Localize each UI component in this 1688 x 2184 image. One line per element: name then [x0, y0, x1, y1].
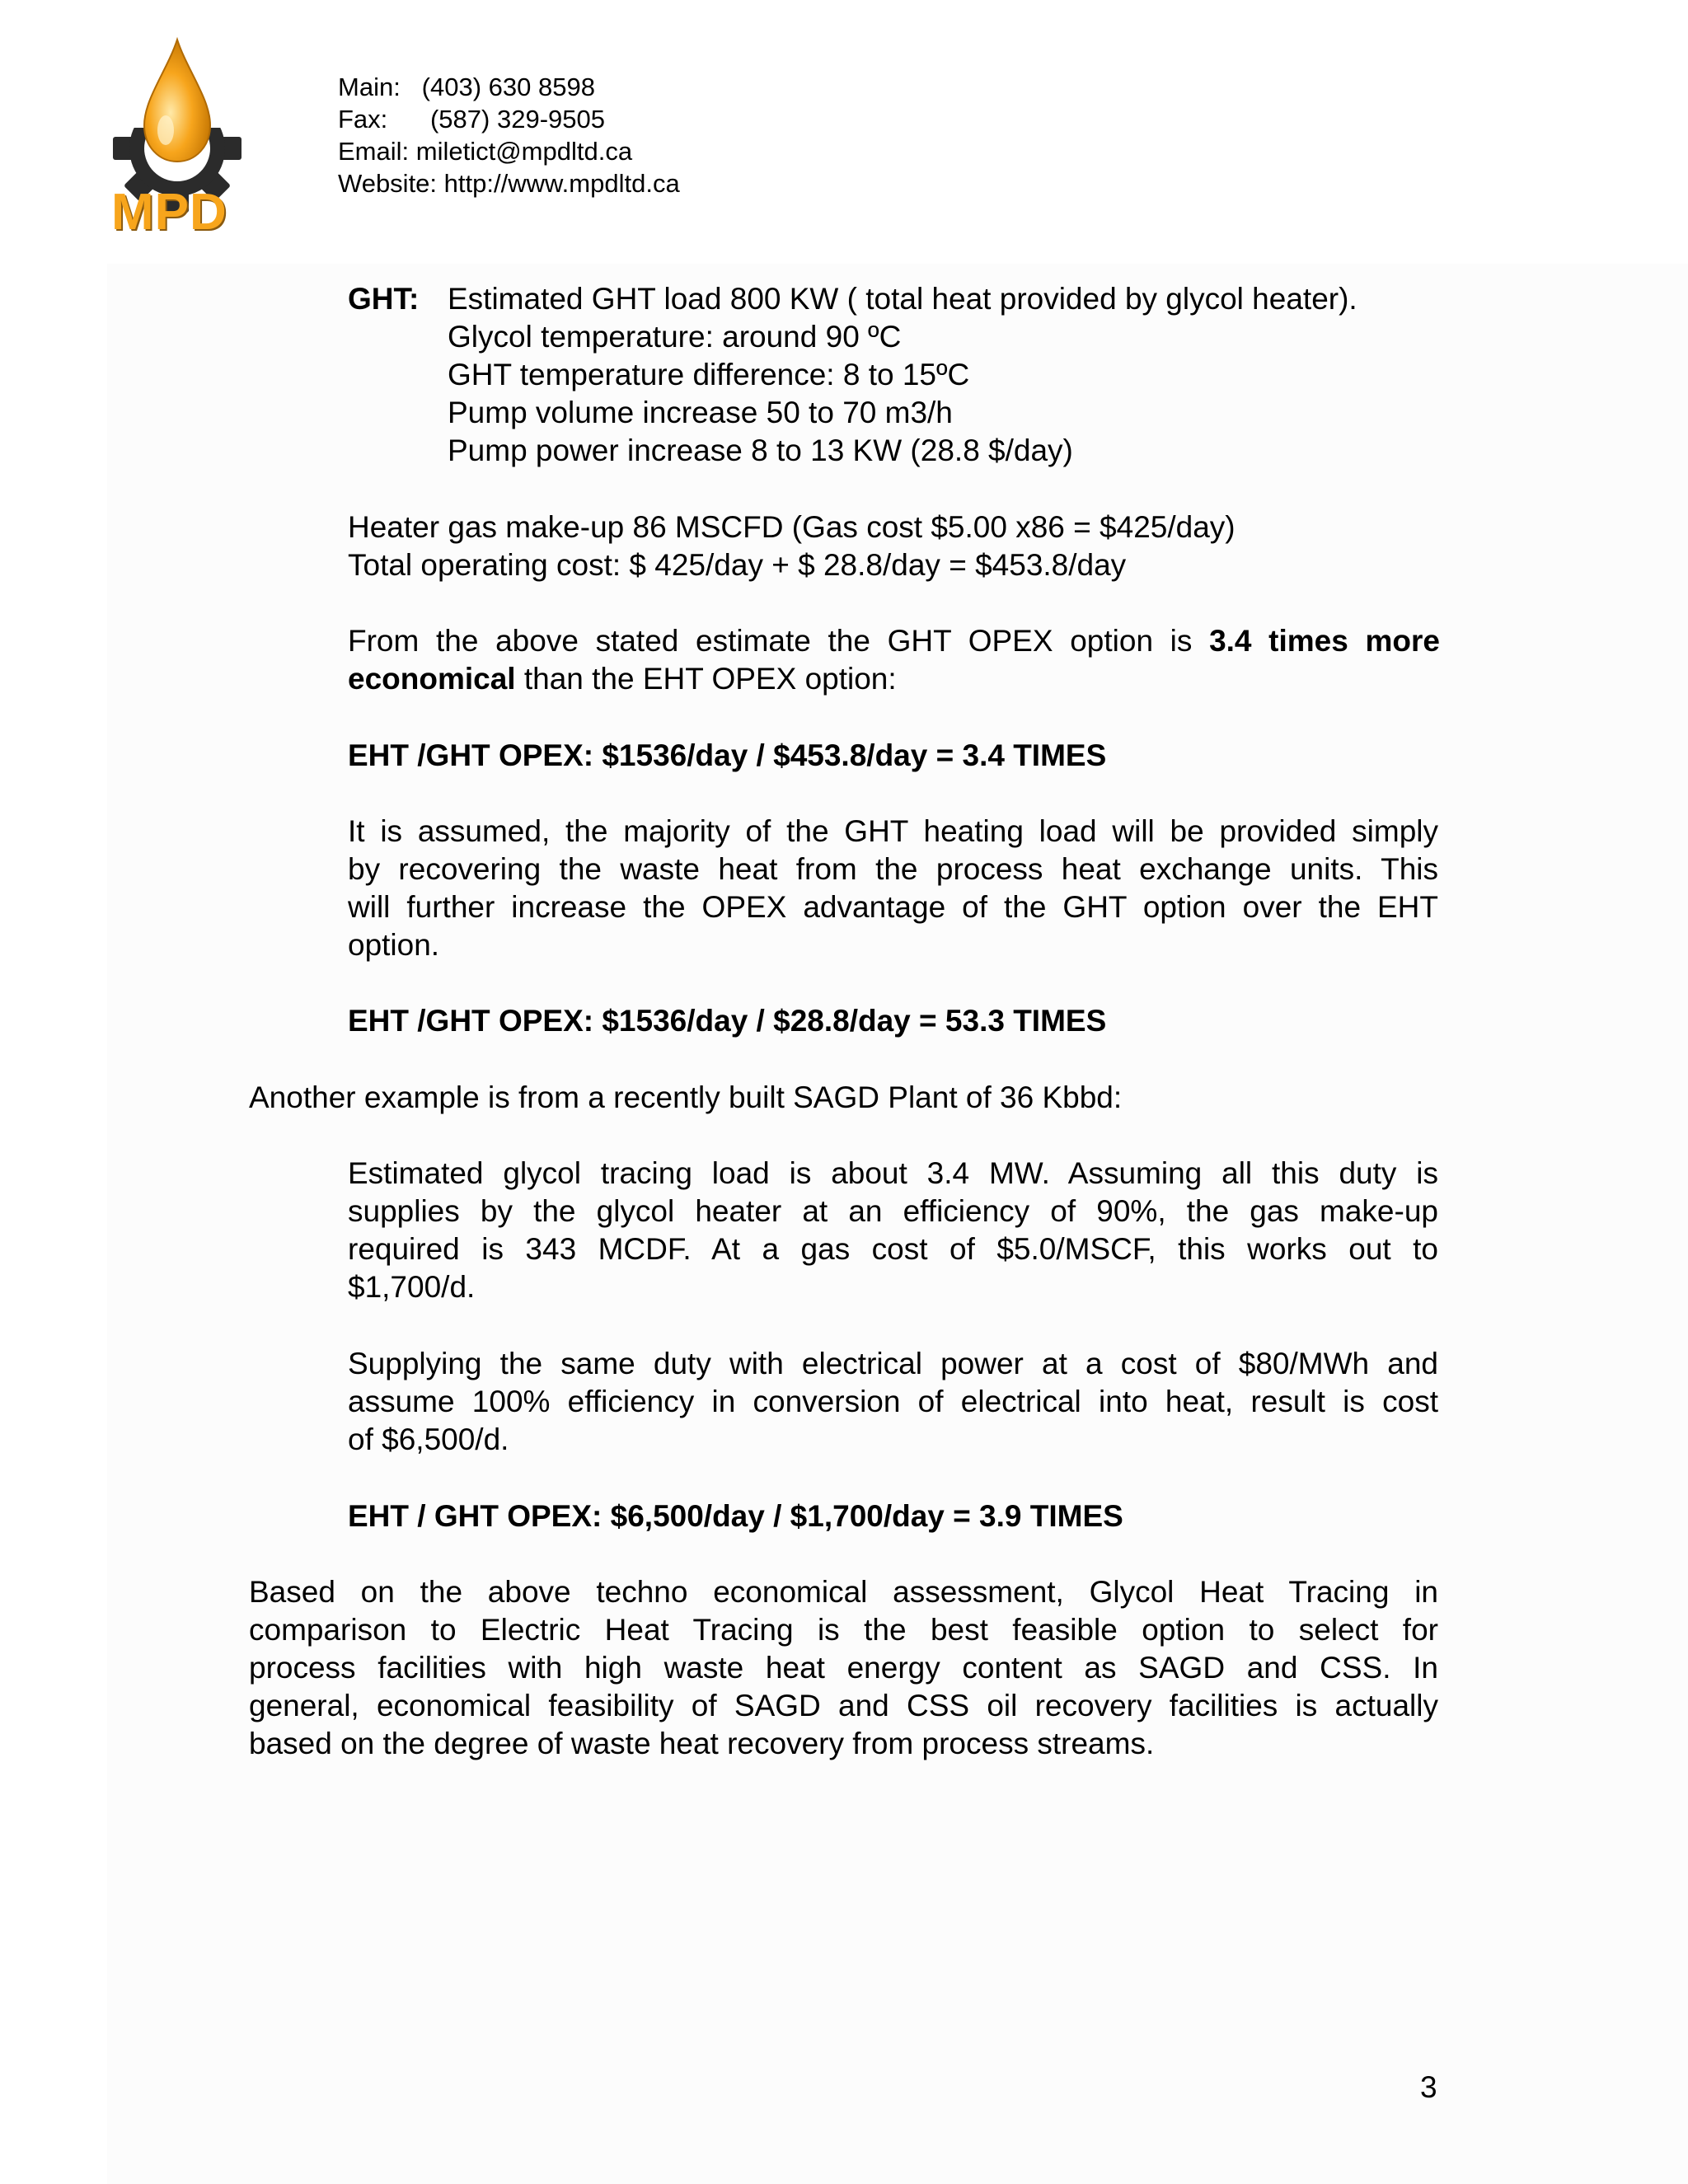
estimate-emphasis: 3.4 times more	[1209, 624, 1440, 658]
ght-line: Estimated GHT load 800 KW ( total heat provided by glycol heater).	[448, 282, 1357, 316]
ght-line: GHT temperature difference: 8 to 15ºC	[448, 358, 970, 391]
email-address[interactable]: miletict@mpdltd.ca	[415, 137, 633, 166]
paragraph-line: It is assumed, the majority of the GHT heating load will be provided simply	[348, 814, 1438, 848]
glycol-estimate-paragraph	[348, 1155, 1438, 1306]
electric-supply-paragraph	[348, 1345, 1438, 1459]
conclusion-paragraph	[249, 1573, 1438, 1763]
ght-line: Glycol temperature: around 90 ºC	[448, 320, 902, 354]
paragraph-line: Based on the above techno economical assessment, Glycol Heat Tracing in	[249, 1575, 1438, 1609]
paragraph-line: Estimated glycol tracing load is about 3.4 MW. Assuming all this duty is	[348, 1156, 1438, 1190]
paragraph-line: by recovering the waste heat from the process heat exchange units. This	[348, 852, 1438, 886]
estimate-emphasis: economical	[348, 662, 516, 696]
paragraph-line: required is 343 MCDF. At a gas cost of $5.0/MSCF, this works out to	[348, 1232, 1438, 1266]
ght-lines	[448, 280, 1445, 470]
fax-number: (587) 329-9505	[429, 105, 605, 134]
paragraph-line: Supplying the same duty with electrical power at a cost of $80/MWh and	[348, 1347, 1438, 1380]
estimate-paragraph	[348, 622, 1440, 698]
paragraph-line: will further increase the OPEX advantage of the GHT option over the EHT	[348, 890, 1438, 924]
estimate-text: From the above stated estimate the GHT OPEX option is	[348, 624, 1193, 658]
page-number: 3	[1420, 2070, 1437, 2104]
estimate-text: than the EHT OPEX option:	[515, 662, 897, 696]
main-label: Main:	[338, 73, 401, 101]
ght-line: Pump power increase 8 to 13 KW (28.8 $/day)	[448, 434, 1073, 467]
heater-line: Heater gas make-up 86 MSCFD (Gas cost $5.00 x86 = $425/day)	[348, 510, 1236, 544]
paragraph-line: supplies by the glycol heater at an efficiency of 90%, the gas make-up	[348, 1194, 1438, 1228]
estimate-line-2	[348, 660, 1440, 698]
paragraph-line: comparison to Electric Heat Tracing is the best feasible option to select for	[249, 1613, 1438, 1647]
paragraph-line: based on the degree of waste heat recovery from process streams.	[249, 1727, 1155, 1760]
formula-waste-heat: EHT /GHT OPEX: $1536/day / $28.8/day = 53.3 TIMES	[348, 1004, 1107, 1038]
assumed-paragraph	[348, 813, 1438, 964]
heater-line: Total operating cost: $ 425/day + $ 28.8/day = $453.8/day	[348, 548, 1127, 582]
email-label: Email:	[338, 137, 410, 166]
ght-label: GHT:	[348, 282, 420, 316]
paragraph-line: general, economical feasibility of SAGD and CSS oil recovery facilities is actually	[249, 1689, 1438, 1722]
formula-ght-opex: EHT /GHT OPEX: $1536/day / $453.8/day = 3.4 TIMES	[348, 738, 1107, 772]
fax-label: Fax:	[338, 105, 388, 134]
ght-line: Pump volume increase 50 to 70 m3/h	[448, 396, 953, 429]
paragraph-line: assume 100% efficiency in conversion of electrical into heat, result is cost	[348, 1385, 1438, 1418]
formula-electric-vs-glycol: EHT / GHT OPEX: $6,500/day / $1,700/day = 3.9 TIMES	[348, 1499, 1123, 1533]
main-phone: (403) 630 8598	[421, 73, 595, 101]
paragraph-line: of $6,500/d.	[348, 1422, 509, 1456]
another-example-heading: Another example is from a recently built SAGD Plant of 36 Kbbd:	[249, 1080, 1123, 1114]
website-label: Website:	[338, 169, 438, 198]
paragraph-line: $1,700/d.	[348, 1270, 476, 1304]
paragraph-line: option.	[348, 928, 440, 962]
estimate-line-1	[348, 622, 1440, 660]
heater-paragraph	[348, 509, 1444, 584]
logo-wordmark: MPD	[111, 184, 227, 241]
paragraph-line: process facilities with high waste heat energy content as SAGD and CSS. In	[249, 1651, 1438, 1685]
website-url[interactable]: http://www.mpdltd.ca	[443, 169, 680, 198]
